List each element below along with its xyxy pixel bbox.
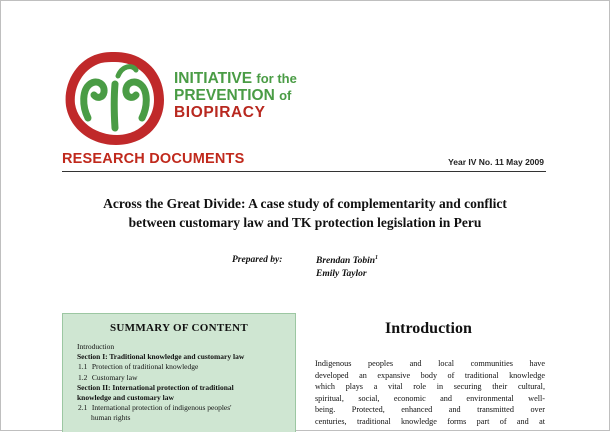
author-1-footnote: 1 — [375, 255, 379, 261]
toc-section-2b[interactable]: knowledge and customary law — [77, 393, 174, 403]
toc-num-1-1: 1.1 — [78, 362, 88, 372]
toc-section-2a[interactable]: Section II: International protection of traditional — [77, 382, 234, 392]
toc-section-1[interactable]: Section I: Traditional knowledge and customary law — [77, 352, 245, 362]
body-line: centuries, traditional knowledge forms part of and at — [315, 416, 545, 426]
body-line: being. Protected, enhanced and transmitted over — [315, 405, 545, 415]
brand-line3: BIOPIRACY — [174, 104, 266, 121]
toc-item-2-1[interactable] — [77, 403, 289, 413]
toc-text-2-1a: International protection of indigenous peoples' — [91, 403, 232, 413]
toc-item-1-1[interactable] — [77, 362, 289, 372]
body-line: which plays a vital role in securing their cultural, — [315, 382, 545, 392]
brand-name — [174, 70, 297, 121]
toc-introduction[interactable]: Introduction — [77, 342, 115, 351]
author-1-name: Brendan Tobin — [316, 256, 376, 267]
author-2 — [316, 269, 367, 279]
summary-title: SUMMARY OF CONTENT — [109, 322, 249, 334]
toc-item-1-2[interactable] — [77, 373, 289, 383]
toc-text-1-2: Customary law — [91, 372, 138, 382]
brand-line1-a: INITIATIVE — [174, 70, 253, 87]
author-1 — [316, 255, 378, 266]
author-2-name: Emily Taylor — [316, 269, 367, 279]
toc-text-2-1b[interactable]: human rights — [91, 413, 131, 423]
toc-num-2-1: 2.1 — [78, 403, 88, 413]
introduction-heading: Introduction — [385, 320, 472, 337]
brand-line2-a: PREVENTION — [174, 87, 275, 104]
toc-num-1-2: 1.2 — [78, 372, 88, 382]
biopiracy-logo — [60, 46, 170, 150]
header-rule — [62, 171, 546, 172]
body-line: Indigenous peoples and local communities have — [315, 359, 545, 368]
introduction-body — [315, 358, 545, 428]
toc-text-1-1: Protection of traditional knowledge — [91, 362, 199, 372]
body-line: developed an expansive body of traditional knowledge — [315, 370, 545, 380]
title-line-1: Across the Great Divide: A case study of complementarity and conflict — [103, 196, 507, 211]
title-line-2: between customary law and TK protection legislation in Peru — [128, 215, 482, 230]
brand-line1-b: for the — [256, 71, 297, 86]
prepared-by-label: Prepared by: — [232, 255, 283, 265]
issue-info: Year IV No. 11 May 2009 — [448, 157, 544, 167]
summary-toc — [77, 342, 289, 424]
document-title — [40, 194, 570, 232]
summary-box — [62, 313, 296, 432]
body-line: spiritual, social, economic and environmental well- — [315, 393, 545, 403]
brand-line2-b: of — [279, 88, 292, 103]
series-title: RESEARCH DOCUMENTS — [62, 151, 245, 167]
